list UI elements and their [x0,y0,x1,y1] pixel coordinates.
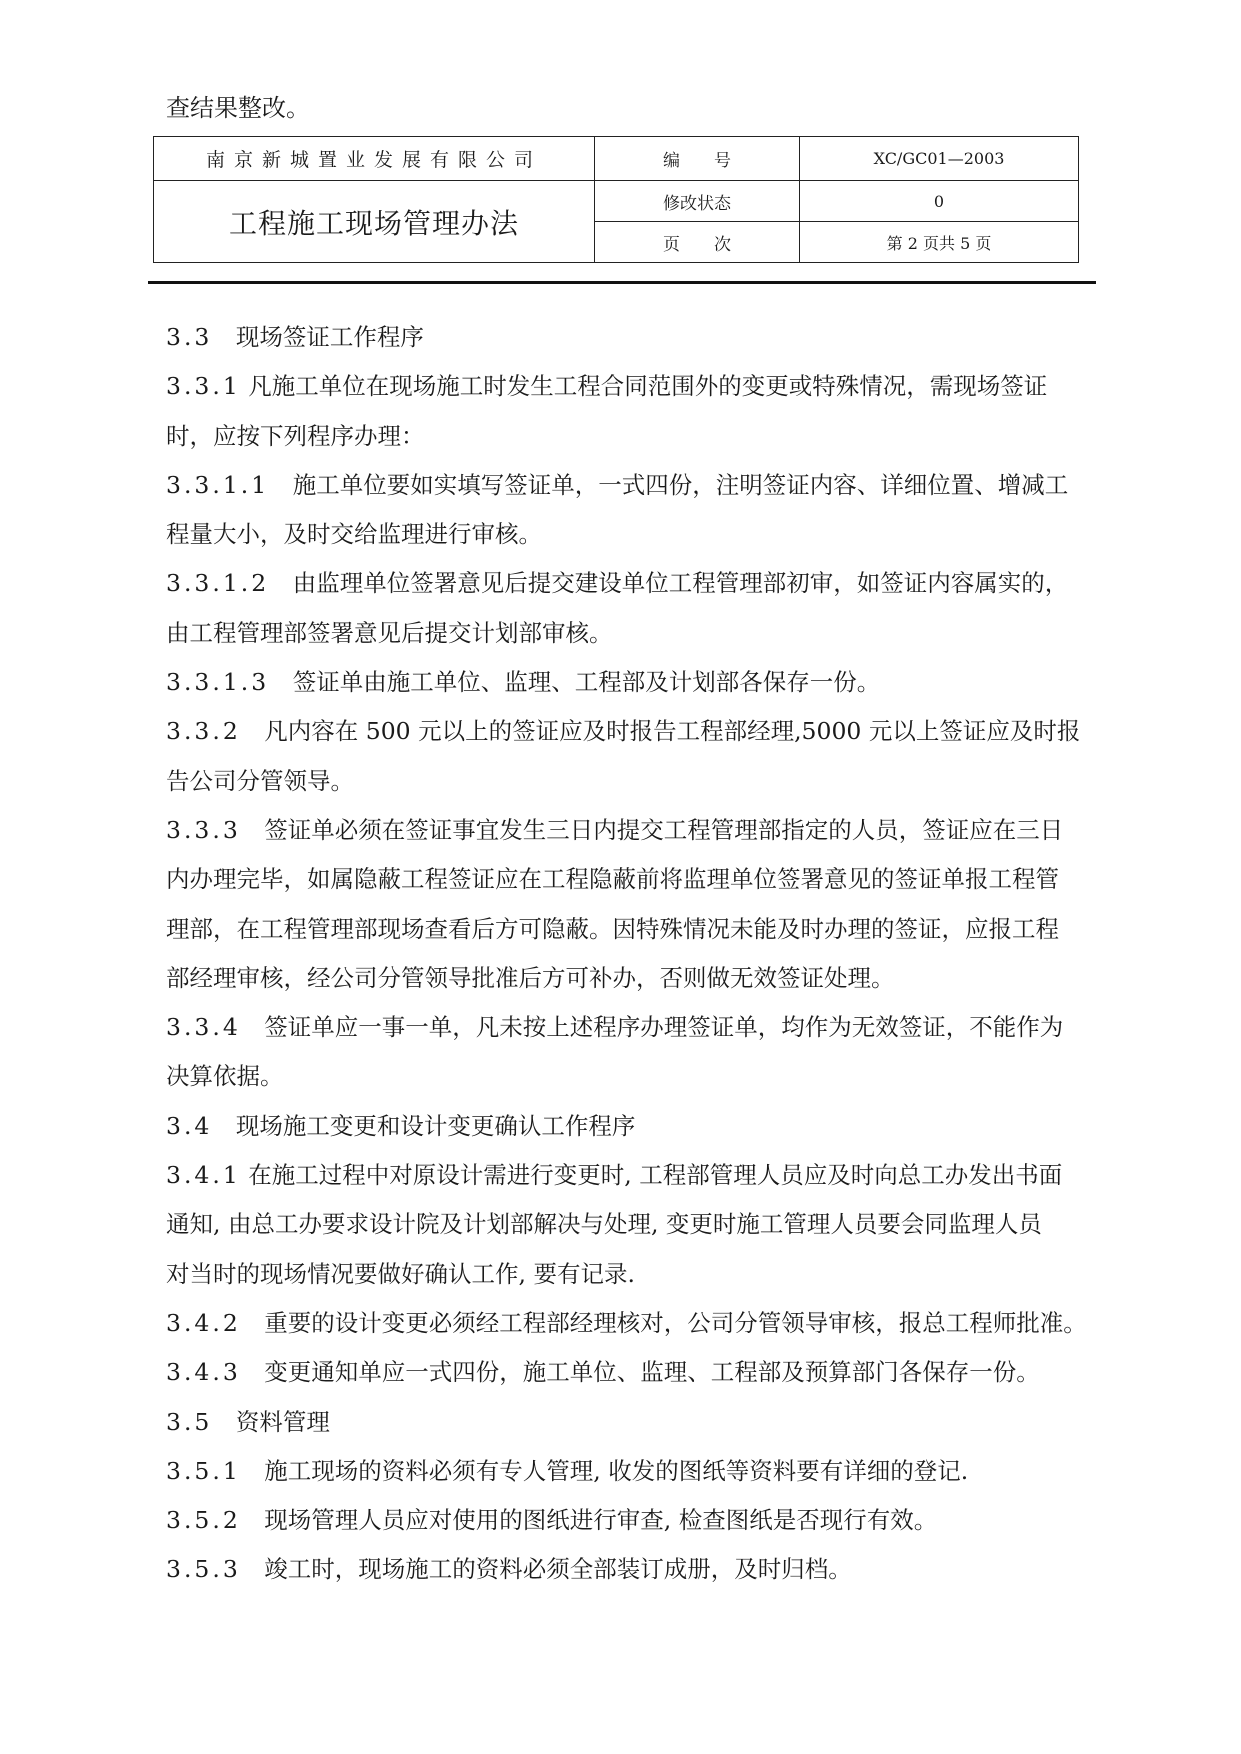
section-number: 3.3.3 [166,815,241,844]
body-line [166,1200,1106,1249]
line-separator [241,1013,265,1041]
carry-over-text: 查结果整改。 [166,94,310,122]
body-line [166,609,1106,658]
page-value: 第 2 页共 5 页 [800,222,1079,263]
section-number: 3.3.2 [166,717,241,746]
body-line [166,412,1106,461]
page-label: 页 次 [595,222,800,263]
body-line [166,1102,1106,1151]
body-line [166,313,1106,362]
body-line [166,1052,1106,1101]
line-separator [212,323,236,351]
section-number: 3.4.2 [166,1308,241,1337]
line-text: 内办理完毕，如属隐蔽工程签证应在工程隐蔽前将监理单位签署意见的签证单报工程管 [166,865,1059,894]
line-text: 现场签证工作程序 [235,323,424,351]
line-text: 由工程管理部签署意见后提交计划部审核。 [166,618,613,647]
line-separator [241,816,265,844]
line-text: 由监理单位签署意见后提交建设单位工程管理部初审，如签证内容属实的， [292,569,1069,598]
section-number: 3.3.4 [166,1013,241,1042]
body-line [166,1398,1106,1447]
line-text: 现场管理人员应对使用的图纸进行审查, 检查图纸是否现行有效。 [264,1506,938,1535]
section-number: 3.3.1 [166,372,241,401]
section-number: 3.5.3 [166,1555,241,1584]
line-separator [241,1555,265,1583]
line-separator [241,1506,265,1534]
section-number: 3.5 [166,1407,213,1436]
body-line [166,1003,1106,1052]
line-separator [269,569,293,597]
line-separator [241,717,265,745]
line-text: 竣工时，现场施工的资料必须全部装订成册，及时归档。 [264,1555,852,1584]
document-header-table [153,136,1079,263]
section-number: 3.3.1.2 [166,569,270,598]
revision-status-value: 0 [800,181,1079,222]
section-number: 3.3.1.1 [166,470,270,499]
doc-number-value: XC/GC01—2003 [800,137,1079,181]
line-separator [212,1112,236,1140]
body-line [166,954,1106,1003]
section-number: 3.3.1.3 [166,668,270,697]
body-line [166,1496,1106,1545]
section-number: 3.5.1 [166,1456,241,1485]
body-line [166,1151,1106,1200]
line-text: 通知, 由总工办要求设计院及计划部解决与处理, 变更时施工管理人员要会同监理人员 [166,1210,1042,1239]
body-line [166,806,1106,855]
line-text: 施工单位要如实填写签证单，一式四份，注明签证内容、详细位置、增减工 [292,470,1069,499]
line-separator [269,471,293,499]
document-body [166,313,1106,1595]
line-text: 理部，在工程管理部现场查看后方可隐蔽。因特殊情况未能及时办理的签证，应报工程 [166,914,1059,943]
body-line [166,1299,1106,1348]
body-line [166,757,1106,806]
line-text: 凡内容在 500 元以上的签证应及时报告工程部经理,5000 元以上签证应及时报 [264,717,1081,746]
body-line [166,1447,1106,1496]
body-line [166,510,1106,559]
section-number: 3.3 [166,323,213,351]
header-divider [148,281,1096,284]
line-text: 时，应按下列程序办理： [166,421,425,450]
line-text: 施工现场的资料必须有专人管理, 收发的图纸等资料要有详细的登记. [264,1456,969,1485]
line-separator [269,668,293,696]
line-separator [241,1309,265,1337]
body-line [166,905,1106,954]
line-text: 在施工过程中对原设计需进行变更时, 工程部管理人员应及时向总工办发出书面 [240,1161,1063,1190]
body-line [166,1545,1106,1594]
company-name: 南京新城置业发展有限公司 [154,137,595,181]
line-text: 对当时的现场情况要做好确认工作, 要有记录. [166,1259,635,1288]
doc-number-label: 编 号 [595,137,800,181]
line-separator [241,1457,265,1485]
line-text: 重要的设计变更必须经工程部经理核对，公司分管领导审核，报总工程师批准。 [264,1308,1087,1337]
revision-status-label: 修改状态 [595,181,800,222]
line-text: 签证单应一事一单，凡未按上述程序办理签证单，均作为无效签证，不能作为 [264,1013,1064,1042]
line-text: 变更通知单应一式四份，施工单位、监理、工程部及预算部门各保存一份。 [264,1358,1040,1387]
section-number: 3.5.2 [166,1506,241,1535]
line-separator [212,1408,236,1436]
line-text: 签证单必须在签证事宜发生三日内提交工程管理部指定的人员，签证应在三日 [264,815,1064,844]
body-line [166,1250,1106,1299]
line-text: 现场施工变更和设计变更确认工作程序 [235,1111,636,1140]
body-line [166,658,1106,707]
line-text: 部经理审核，经公司分管领导批准后方可补办，否则做无效签证处理。 [166,963,895,992]
section-number: 3.4.1 [166,1161,241,1190]
body-line [166,362,1106,411]
body-line [166,461,1106,510]
line-text: 资料管理 [235,1407,330,1436]
body-line [166,1348,1106,1397]
body-line [166,707,1106,756]
line-text: 签证单由施工单位、监理、工程部及计划部各保存一份。 [292,668,881,697]
section-number: 3.4 [166,1111,213,1140]
line-text: 告公司分管领导。 [166,766,354,795]
body-line [166,559,1106,608]
body-line [166,855,1106,904]
line-text: 决算依据。 [166,1062,284,1091]
document-title: 工程施工现场管理办法 [154,181,595,263]
line-separator [241,1358,265,1386]
line-text: 凡施工单位在现场施工时发生工程合同范围外的变更或特殊情况，需现场签证 [240,372,1048,401]
line-text: 程量大小，及时交给监理进行审核。 [166,520,542,549]
section-number: 3.4.3 [166,1358,241,1387]
